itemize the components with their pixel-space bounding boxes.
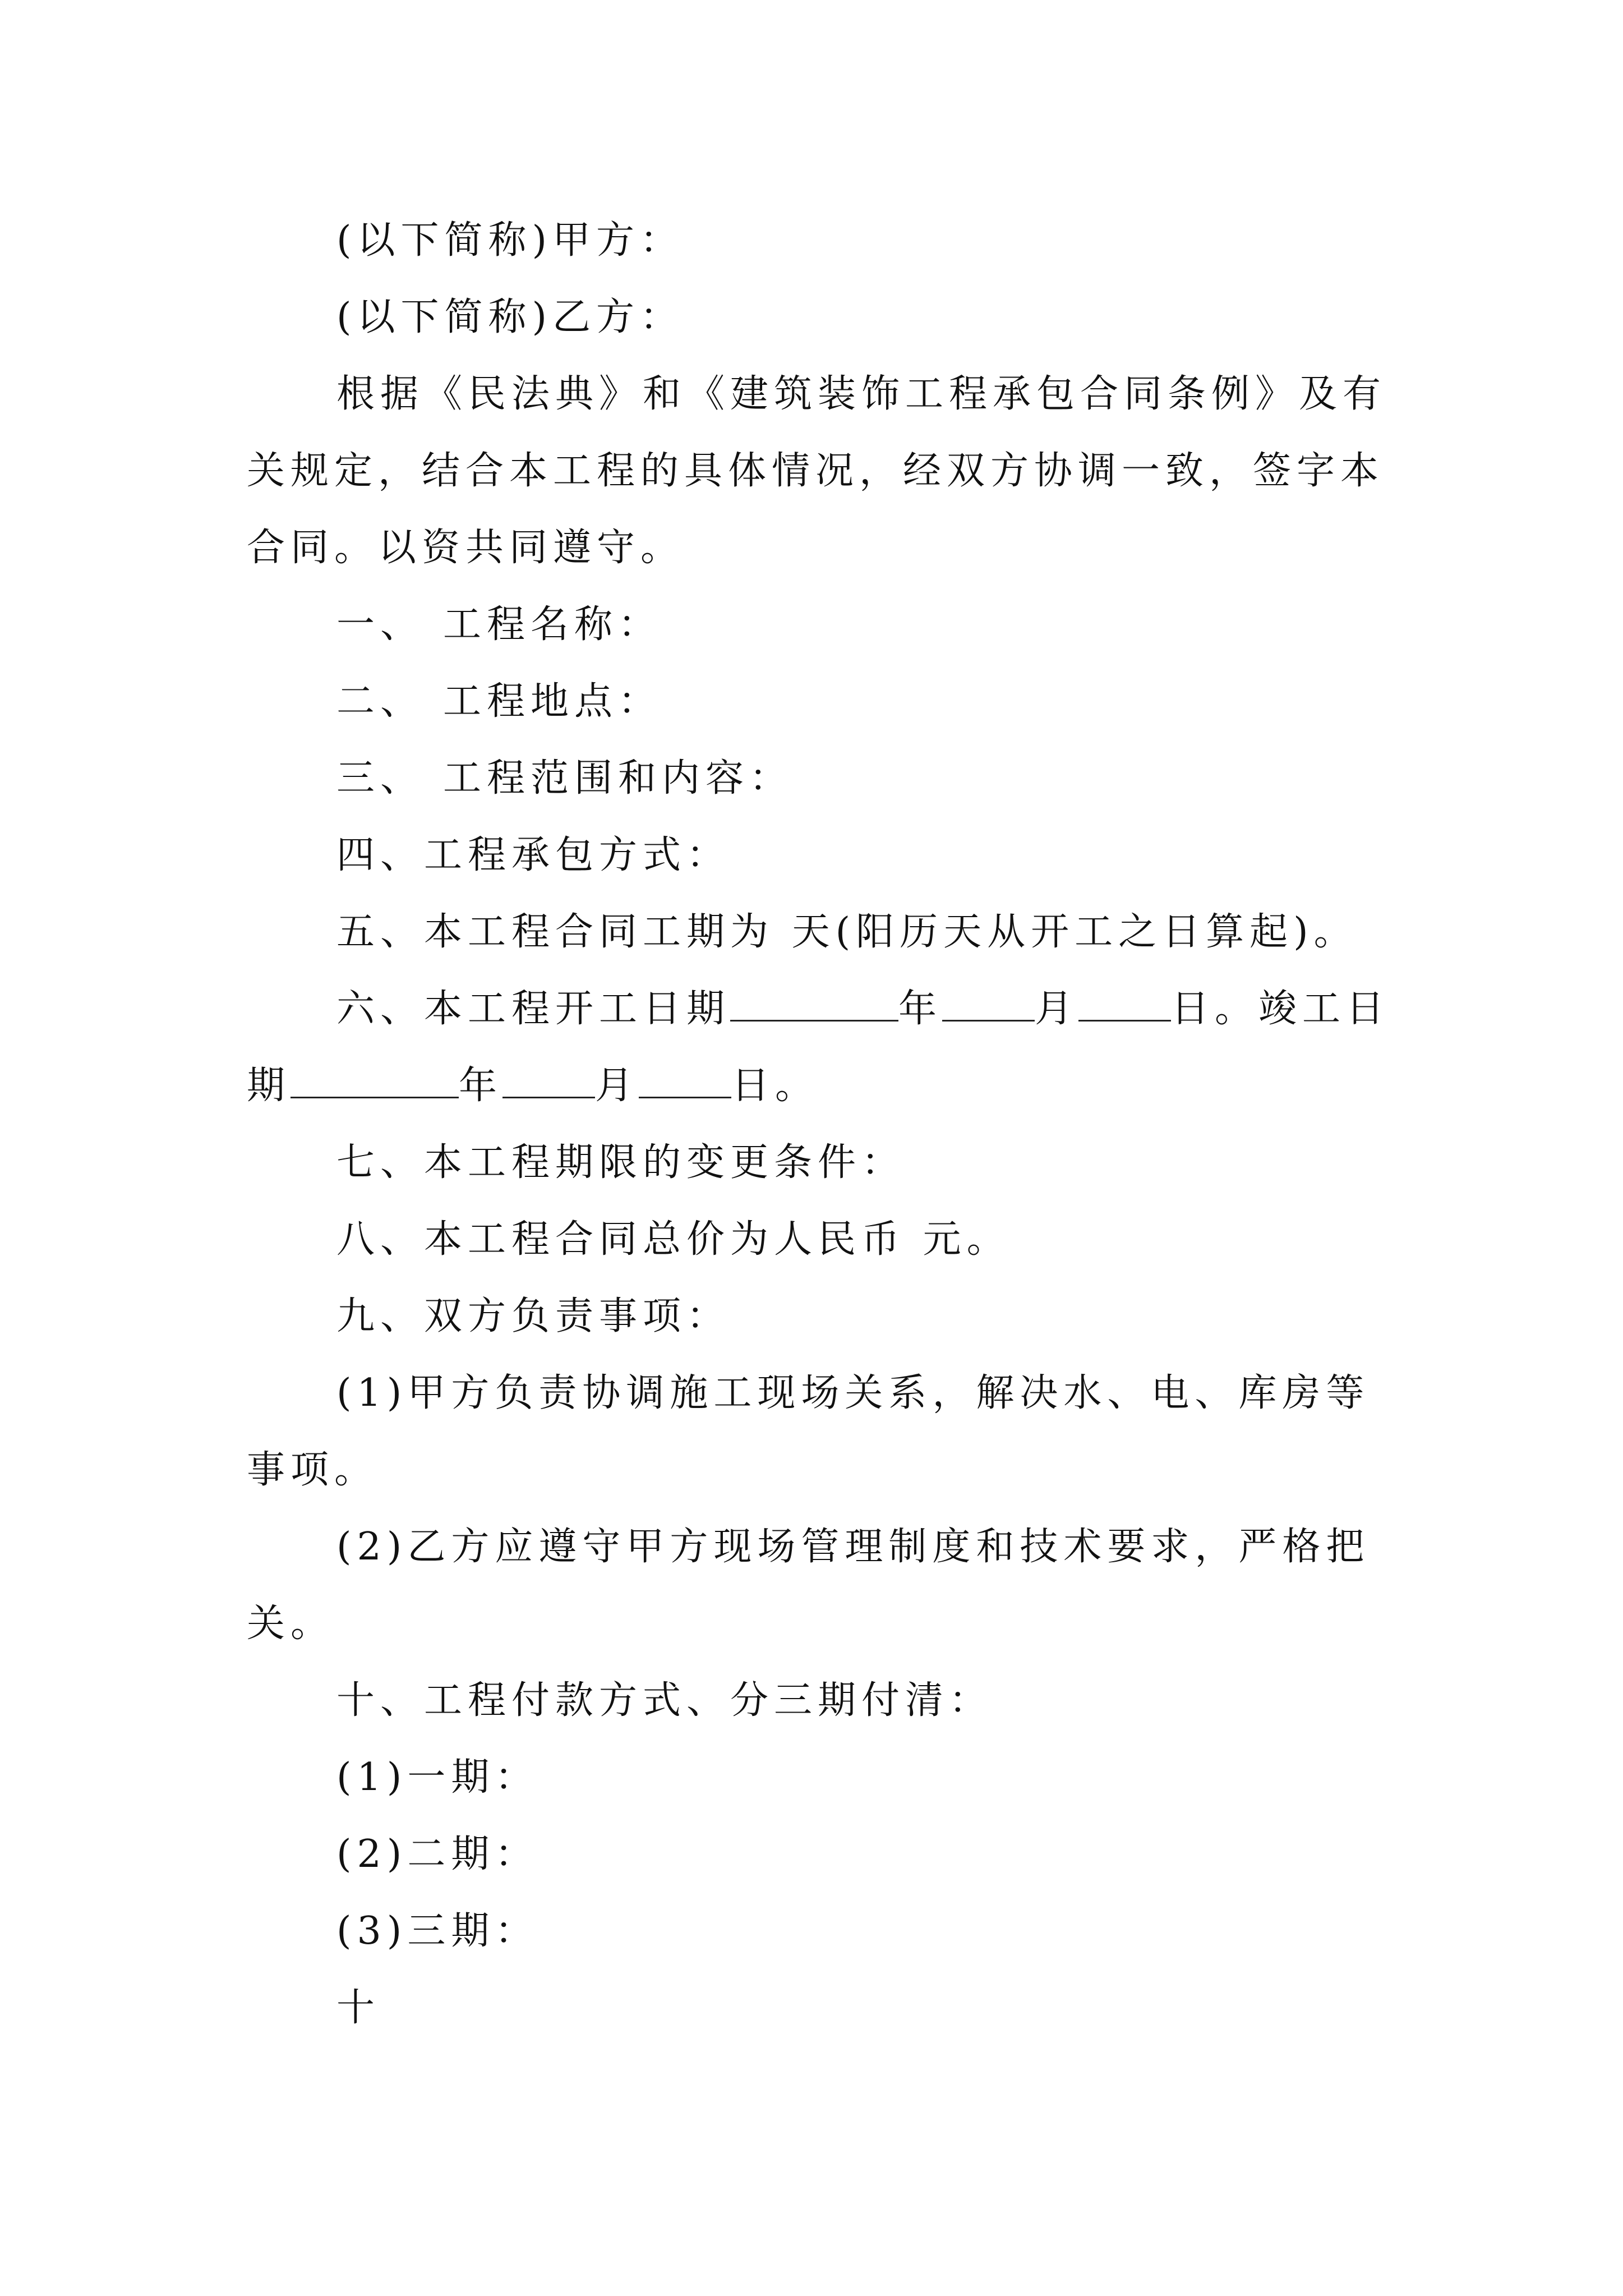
clause-8-total-price: 八、本工程合同总价为人民币 元。 [336, 1217, 1011, 1262]
clause-2-number: 二、 [336, 679, 425, 724]
preamble-line-3: 合同。以资共同遵守。 [247, 526, 685, 570]
payment-phase-2: (2)二期： [336, 1832, 539, 1876]
clause-6-dates-line-1 [247, 970, 1390, 1047]
day-label-2: 日。 [731, 1064, 819, 1108]
payment-phase-1: (1)一期： [336, 1755, 539, 1800]
year-label: 年 [898, 987, 943, 1031]
clause-9-item-2-line-1: (2)乙方应遵守甲方现场管理制度和技术要求，严格把 [336, 1525, 1370, 1569]
clause-1-project-name [247, 586, 1385, 663]
clause-11-start: 十 [336, 1986, 381, 2030]
clause-10-payment-method: 十、工程付款方式、分三期付清： [336, 1678, 993, 1723]
completion-date-label: 期 [247, 1064, 291, 1108]
month-label: 月 [1035, 987, 1079, 1031]
clause-5-duration: 五、本工程合同工期为 天(阳历天从开工之日算起)。 [336, 910, 1358, 954]
clause-3-text: 工程范围和内容： [443, 756, 794, 800]
party-a-line: (以下简称)甲方： [336, 218, 684, 263]
clause-1-text: 工程名称： [443, 602, 662, 647]
payment-phase-3: (3)三期： [336, 1909, 539, 1953]
clause-3-number: 三、 [336, 756, 425, 800]
start-day-blank[interactable] [1078, 986, 1171, 1022]
clause-9-responsibilities: 九、双方负责事项： [336, 1294, 731, 1338]
clause-3-project-scope [247, 740, 1385, 817]
clause-6-dates-line-2 [247, 1047, 1385, 1124]
clause-2-project-location [247, 663, 1385, 740]
day-completion-label: 日。竣工日 [1171, 987, 1390, 1031]
year-label-2: 年 [459, 1064, 503, 1108]
end-day-blank[interactable] [639, 1063, 731, 1098]
clause-9-item-1-line-1: (1)甲方负责协调施工现场关系，解决水、电、库房等 [336, 1371, 1370, 1415]
clause-9-item-2-line-2: 关。 [247, 1602, 335, 1646]
clause-9-item-1-line-2: 事项。 [247, 1448, 379, 1492]
contract-body [247, 202, 1390, 2046]
end-year-blank[interactable] [291, 1063, 459, 1098]
clause-4-contract-method: 四、工程承包方式： [336, 833, 731, 877]
start-year-blank[interactable] [730, 986, 898, 1022]
clause-2-text: 工程地点： [443, 679, 662, 724]
clause-7-change-conditions: 七、本工程期限的变更条件： [336, 1140, 906, 1185]
clause-1-number: 一、 [336, 602, 425, 647]
party-b-line: (以下简称)乙方： [336, 295, 684, 339]
preamble-line-2: 关规定，结合本工程的具体情况，经双方协调一致，签字本 [247, 449, 1385, 493]
preamble-line-1: 根据《民法典》和《建筑装饰工程承包合同条例》及有 [336, 372, 1387, 416]
month-label-2: 月 [595, 1064, 639, 1108]
start-date-label: 六、本工程开工日期 [336, 987, 731, 1031]
end-month-blank[interactable] [502, 1063, 595, 1098]
start-month-blank[interactable] [942, 986, 1035, 1022]
